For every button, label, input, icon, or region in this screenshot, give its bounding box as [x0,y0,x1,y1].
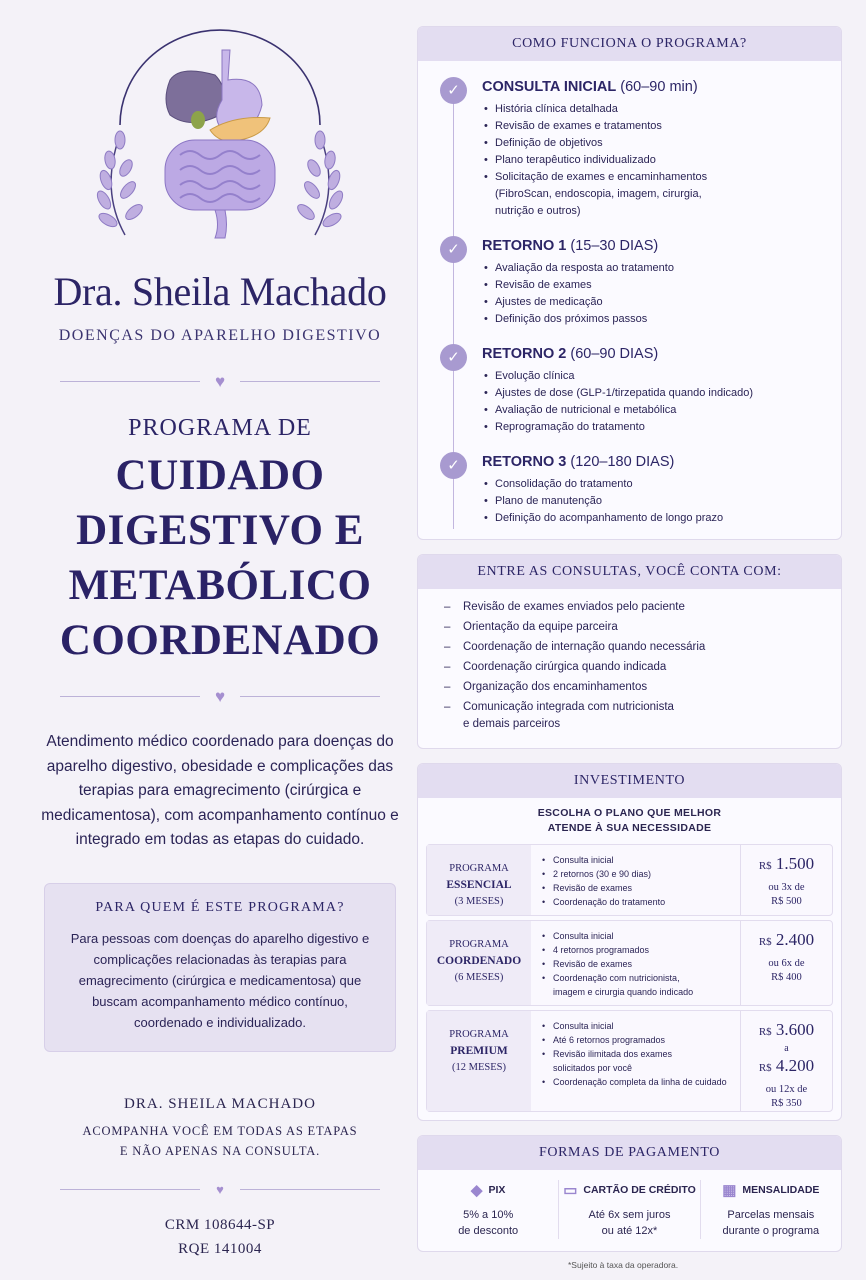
plan-name [427,1011,531,1111]
payment-line: durante o programa [722,1225,820,1237]
plan-duration: (6 MESES) [454,972,504,983]
step-title [482,344,825,364]
check-icon: ✓ [440,236,467,263]
heart-icon: ♥ [214,372,226,391]
plan-duration: (12 MESES) [452,1062,506,1073]
step-item: (FibroScan, endoscopia, imagem, cirurgia, [495,188,702,200]
plan-intro-line: ESCOLHA O PLANO QUE MELHOR [537,807,722,819]
installments-count: ou 12x de [765,1084,808,1095]
step-time: (15–30 DIAS) [570,238,659,254]
signature-name: DRA. SHEILA MACHADO [124,1095,316,1112]
plan-item: • Consulta inicial [541,1019,734,1033]
between-list [418,589,841,748]
amount: 3.600 [775,1020,815,1039]
plan-item: • Revisão ilimitada dos exames [541,1047,734,1061]
payment-line: Até 6x sem juros [588,1209,671,1221]
plan-items [531,1011,740,1111]
plan-intro-line: ATENDE À SUA NECESSIDADE [547,822,712,834]
installments-count: ou 3x de [768,882,805,893]
plan-label: PROGRAMA [449,939,509,950]
heart-icon: ♥ [214,687,226,706]
installments [741,957,832,985]
step-item: • Revisão de exames [482,277,825,294]
plan-card [426,1010,833,1112]
between-panel [417,554,842,749]
plan-intro [418,798,841,840]
who-text: Para pessoas com doenças do aparelho digestivo e complicações relacionadas às terapias para emagrecimento (cirúrgica e medicamentosa) que buscam acompanhamento médico contínuo, coordenado e individualizado. [70,930,370,1030]
program-description: Atendimento médico coordenado para doenças do aparelho digestivo, obesidade e complicações das terapias para emagrecimento (cirúrgica e medicamentosa), com acompanhamento contínuo e integrado em todas as etapas do cuidado. [41,733,399,848]
check-icon: ✓ [440,77,467,104]
payment-text [701,1207,841,1239]
plan-name [427,921,531,1005]
step-item: nutrição e outros) [495,205,581,217]
rqe-number: RQE 141004 [178,1240,262,1257]
pix-icon: ◆ [470,1182,483,1199]
currency: R$ [758,936,772,948]
plan-item: • 4 retornos programados [541,943,734,957]
payment-method [701,1180,841,1239]
step-item: • Plano terapêutico individualizado [482,152,825,169]
right-column [417,26,842,1266]
plan-label: PROGRAMA [449,1029,509,1040]
step-item: • Ajustes de dose (GLP-1/tirzepatida quando indicado) [482,385,825,402]
step-items [482,368,825,436]
plan-card [426,920,833,1006]
step-items [482,101,825,220]
digestive-logo [30,20,410,250]
panel-title: ENTRE AS CONSULTAS, VOCÊ CONTA COM: [418,555,841,589]
step-item: • Definição do acompanhamento de longo prazo [482,510,825,527]
step-item: • Definição dos próximos passos [482,311,825,328]
divider [30,1179,410,1199]
program-title [30,448,410,668]
between-item: – Coordenação de internação quando necessária [444,639,823,656]
plan-item: • Coordenação com nutricionista, [541,971,734,985]
payment-title [701,1180,841,1201]
check-icon: ✓ [440,452,467,479]
payment-text [418,1207,558,1239]
program-step [440,344,825,436]
price-value [741,853,832,877]
plan-tier: PREMIUM [450,1045,508,1057]
currency: R$ [758,860,772,872]
step-title [482,77,825,97]
between-item: – Revisão de exames enviados pelo paciente [444,599,823,616]
currency: R$ [758,1026,772,1038]
between-item: – Organização dos encaminhamentos [444,679,823,696]
plan-items [531,921,740,1005]
payment-title [418,1180,558,1201]
calendar-icon: ▦ [722,1182,737,1199]
step-item: • Plano de manutenção [482,493,825,510]
plan-item: • Revisão de exames [541,957,734,971]
step-item: • Avaliação da resposta ao tratamento [482,260,825,277]
plan-name [427,845,531,915]
payment-line: ou até 12x* [601,1225,658,1237]
installments [741,881,832,909]
panel-title: FORMAS DE PAGAMENTO [418,1136,841,1170]
plan-item: • Consulta inicial [541,929,734,943]
digestive-system-icon [30,20,410,250]
step-item: • Revisão de exames e tratamentos [482,118,825,135]
program-title-line: DIGESTIVO E [76,507,364,554]
price-value-max [741,1055,832,1079]
price-value [741,929,832,953]
crm-number: CRM 108644-SP [164,1216,276,1233]
installments [741,1083,832,1111]
how-it-works-panel [417,26,842,540]
step-item: • História clínica detalhada [482,101,825,118]
plan-item: • 2 retornos (30 e 90 dias) [541,867,734,881]
investment-panel [417,763,842,1121]
panel-title: INVESTIMENTO [418,764,841,798]
step-name: RETORNO 2 [482,346,567,362]
plan-item: • Coordenação do tratamento [541,895,734,909]
program-step [440,77,825,220]
plan-items [531,845,740,915]
program-step [440,236,825,328]
step-items [482,260,825,328]
plan-item: • Até 6 retornos programados [541,1033,734,1047]
who-box [44,883,396,1052]
plan-item: • Revisão de exames [541,881,734,895]
plan-label: PROGRAMA [449,863,509,874]
specialty: DOENÇAS DO APARELHO DIGESTIVO [58,327,382,344]
step-items [482,476,825,527]
step-item: • Reprogramação do tratamento [482,419,825,436]
signature-tagline [30,1121,410,1161]
plan-item: solicitados por você [553,1063,633,1073]
between-item: – Orientação da equipe parceira [444,619,823,636]
between-item: – Coordenação cirúrgica quando indicada [444,659,823,676]
payment-method [559,1180,700,1239]
check-icon: ✓ [440,344,467,371]
panel-title: COMO FUNCIONA O PROGRAMA? [418,27,841,61]
step-name: CONSULTA INICIAL [482,79,617,95]
step-item: • Consolidação do tratamento [482,476,825,493]
step-item: • Definição de objetivos [482,135,825,152]
payment-text [559,1207,699,1239]
program-title-line: CUIDADO [115,452,325,499]
payment-name: CARTÃO DE CRÉDITO [583,1184,696,1196]
step-time: (60–90 DIAS) [570,346,659,362]
installments-value: R$ 400 [771,972,802,983]
installments-value: R$ 500 [771,896,802,907]
left-column [30,20,410,1261]
payment-line: 5% a 10% [463,1209,514,1221]
price-range-separator: a [784,1043,789,1054]
credit-card-icon: ▭ [563,1182,578,1199]
between-item: – Comunicação integrada com nutricionista [444,699,823,716]
plan-tier: COORDENADO [436,955,522,967]
divider [30,686,410,706]
tagline-line: ACOMPANHA VOCÊ EM TODAS AS ETAPAS [82,1123,358,1138]
plan-item: • Coordenação completa da linha de cuidado [541,1075,734,1089]
plan-price [740,1011,832,1111]
payment-panel [417,1135,842,1252]
step-item: • Avaliação de nutricional e metabólica [482,402,825,419]
step-item: • Solicitação de exames e encaminhamentos [482,169,825,186]
installments-count: ou 6x de [768,958,805,969]
payment-title [559,1180,699,1201]
plan-tier: ESSENCIAL [446,879,512,891]
who-title: PARA QUEM É ESTE PROGRAMA? [95,899,345,915]
currency: R$ [758,1062,772,1074]
step-time: (120–180 DIAS) [570,454,675,470]
plans-list [418,844,841,1112]
step-title [482,452,825,472]
program-pretitle: PROGRAMA DE [128,415,312,441]
amount: 4.200 [775,1056,815,1075]
doctor-name: Dra. Sheila Machado [53,269,387,314]
installments-value: R$ 350 [771,1098,802,1109]
amount: 2.400 [775,930,815,949]
plan-price [740,921,832,1005]
tagline-line: E NÃO APENAS NA CONSULTA. [119,1143,321,1158]
step-name: RETORNO 3 [482,454,567,470]
steps-timeline [418,61,841,539]
price-value [741,1019,832,1043]
plan-item: • Consulta inicial [541,853,734,867]
step-name: RETORNO 1 [482,238,567,254]
divider [30,371,410,391]
program-step [440,452,825,527]
payment-name: PIX [488,1184,506,1196]
program-title-line: METABÓLICO [68,562,372,609]
payment-name: MENSALIDADE [742,1184,820,1196]
step-title [482,236,825,256]
payment-line: de desconto [458,1225,519,1237]
registration [30,1213,410,1261]
step-time: (60–90 min) [620,79,698,95]
payment-methods [418,1170,841,1251]
between-item: e demais parceiros [463,718,561,730]
step-item: • Ajustes de medicação [482,294,825,311]
payment-method [418,1180,559,1239]
heart-icon: ♥ [216,1181,224,1197]
plan-price [740,845,832,915]
step-item: • Evolução clínica [482,368,825,385]
amount: 1.500 [775,854,815,873]
payment-note: *Sujeito à taxa da operadora. [568,1260,679,1270]
plan-duration: (3 MESES) [454,896,504,907]
payment-line: Parcelas mensais [727,1209,815,1221]
program-title-line: COORDENADO [59,617,381,664]
plan-item: imagem e cirurgia quando indicado [553,987,694,997]
plan-card [426,844,833,916]
